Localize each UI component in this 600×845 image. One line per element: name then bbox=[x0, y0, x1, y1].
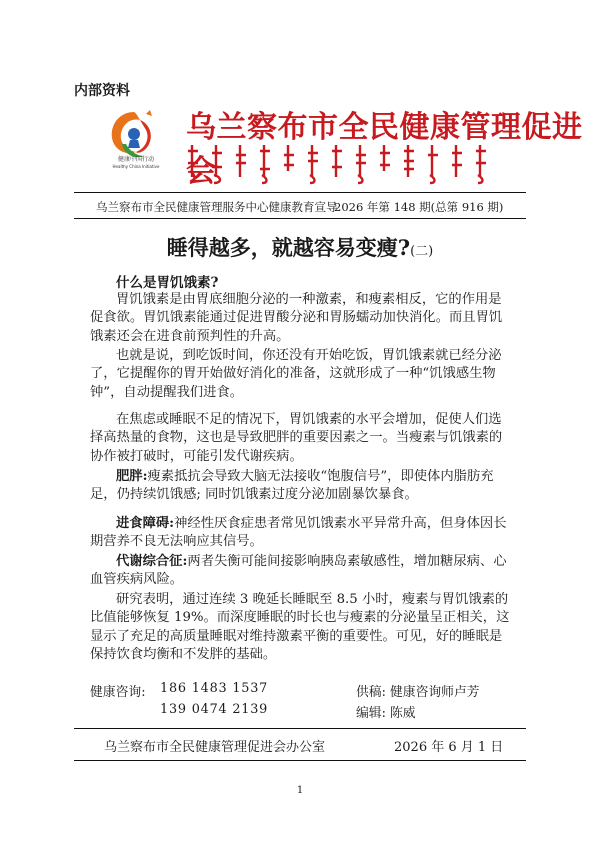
obesity-label: 肥胖: bbox=[116, 469, 148, 484]
organization-title: 乌兰察布市全民健康管理促进会 bbox=[186, 110, 583, 189]
metabolic-text: 两者失衡可能间接影响胰岛素敏感性，增加糖尿病、心血管疾病风险。 bbox=[90, 554, 507, 588]
paragraph-metabolic bbox=[90, 553, 512, 590]
footer-rule-top bbox=[74, 728, 526, 729]
issue-number: 2026 年第 148 期(总第 916 期) bbox=[334, 200, 504, 214]
footer-rule-bottom bbox=[74, 760, 526, 761]
section-heading: 什么是胃饥饿素? bbox=[116, 275, 219, 291]
phone-2: 139 0474 2139 bbox=[160, 702, 269, 717]
internal-label: 内部资料 bbox=[74, 83, 130, 99]
paragraph-research: 研究表明，通过连续 3 晚延长睡眠至 8.5 小时，瘦素与胃饥饿素的比值能够恢复 19%。而深度睡眠的时长也与瘦素的分泌量呈正相关，这显示了充足的高质量睡眠对维持激素平衡的重要性。可见，好的睡眠是保持饮食均衡和不发胖的基础。 bbox=[90, 592, 510, 663]
office-name: 乌兰察布市全民健康管理促进会办公室 bbox=[104, 740, 326, 755]
contributor: 供稿: 健康咨询师卢芳 bbox=[356, 685, 480, 700]
issuer-line: 乌兰察布市全民健康管理服务中心健康教育宣导 bbox=[96, 200, 338, 214]
eating-disorder-text: 神经性厌食症患者常见饥饿素水平异常升高，但身体因长期营养不良无法响应其信号。 bbox=[90, 516, 507, 550]
paragraph-2: 也就是说，到吃饭时间，你还没有开始吃饭，胃饥饿素就已经分泌了，它提醒你的胃开始做好消化的准备，这就形成了一种“饥饿感生物钟”，自动提醒我们进食。 bbox=[90, 348, 502, 400]
page-number: 1 bbox=[296, 785, 304, 796]
contact-label: 健康咨询: bbox=[90, 685, 146, 700]
article-title bbox=[0, 232, 600, 262]
obesity-text: 瘦素抵抗会导致大脑无法接收“饱腹信号”，即使体内脂肪充足，仍持续饥饿感; 同时饥饿素过度分泌加剧暴饮暴食。 bbox=[90, 469, 494, 503]
phone-1: 186 1483 1537 bbox=[160, 681, 269, 696]
paragraph-3: 在焦虑或睡眠不足的情况下，胃饥饿素的水平会增加，促使人们选择高热量的食物，这也是导致肥胖的重要因素之一。当瘦素与饥饿素的协作被打破时，可能引发代谢疾病。 bbox=[90, 412, 503, 464]
eating-disorder-label: 进食障碍: bbox=[116, 516, 175, 531]
header-rule-top bbox=[74, 192, 526, 193]
article-title-main: 睡得越多，就越容易变瘦? bbox=[166, 235, 411, 260]
paragraph-obesity bbox=[90, 468, 512, 505]
paragraph-eating-disorder bbox=[90, 515, 512, 552]
publish-date: 2026 年 6 月 1 日 bbox=[394, 740, 504, 755]
paragraph-1: 胃饥饿素是由胃底细胞分泌的一种激素，和瘦素相反，它的作用是促食欲。胃饥饿素能通过促进胃酸分泌和胃肠蠕动加快消化。而且胃饥饿素还会在进食前预判性的升高。 bbox=[90, 292, 503, 344]
logo-caption: 健康中国行动 Healthy China Initiative bbox=[112, 156, 160, 169]
editor: 编辑: 陈威 bbox=[356, 706, 416, 721]
mongolian-script-title-icon bbox=[186, 141, 498, 185]
header-rule-bottom bbox=[74, 218, 526, 219]
article-title-suffix: (二) bbox=[410, 244, 434, 259]
metabolic-label: 代谢综合征: bbox=[116, 554, 188, 569]
